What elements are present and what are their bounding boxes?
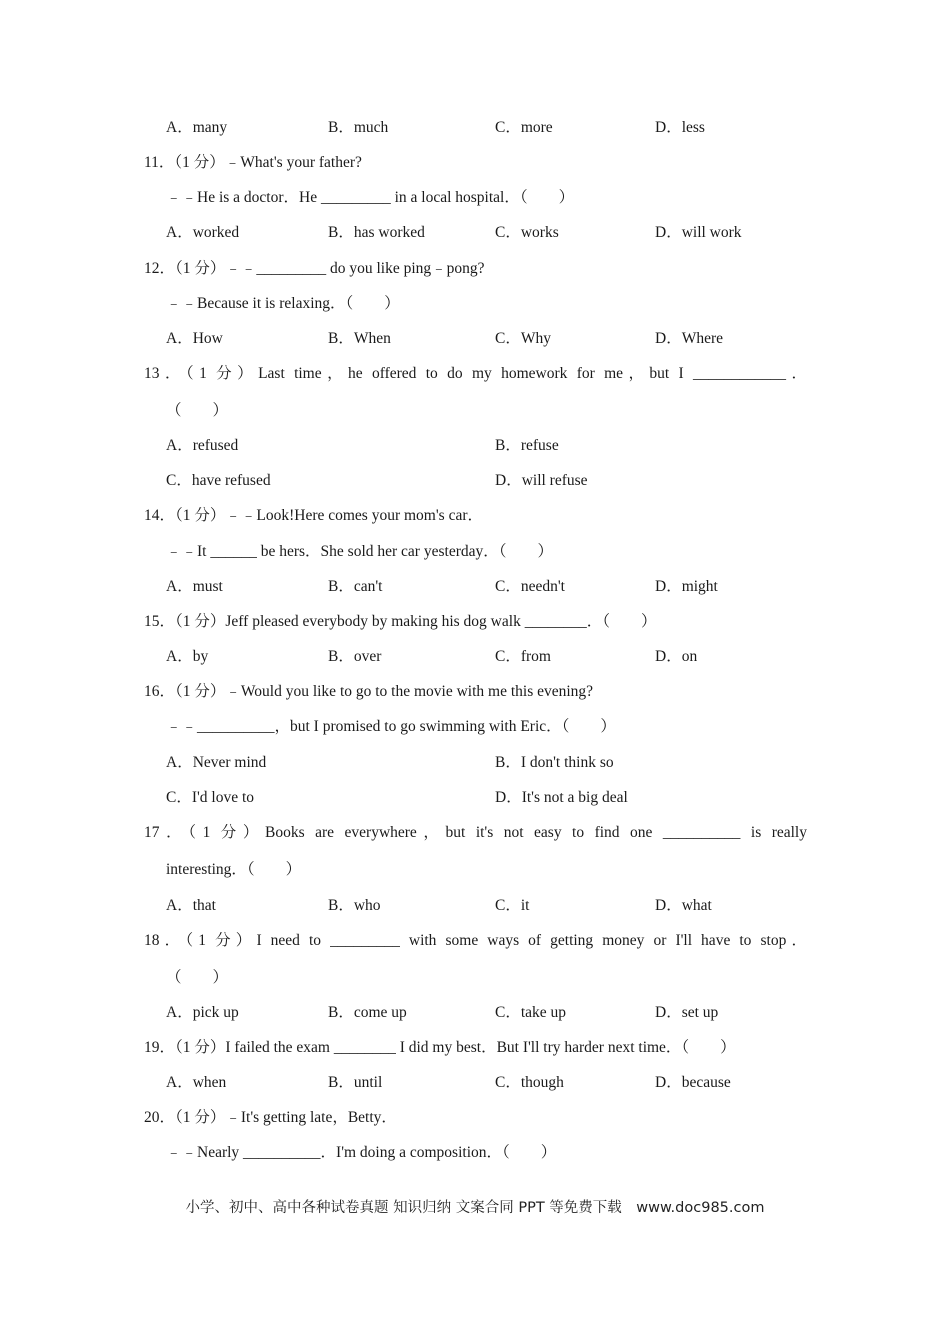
q11-option-c: C．works <box>495 224 559 241</box>
q20-stem: 20．（1 分）﹣It's getting late，Betty． <box>144 1109 397 1126</box>
q11-line2: ﹣﹣He is a doctor．He _________ in a local hospital．（ ） <box>166 189 575 206</box>
q10-option-a: A．many <box>166 119 228 136</box>
q19-option-d: D．because <box>655 1074 731 1091</box>
q18-option-d: D．set up <box>655 1004 719 1021</box>
q15-option-a: A．by <box>166 648 209 665</box>
q12-option-b: B．When <box>328 330 391 347</box>
q18-option-b: B．come up <box>328 1004 407 1021</box>
q19-stem: 19．（1 分）I failed the exam ________ I did my best．But I'll try harder next time．（ ） <box>144 1039 736 1056</box>
q13-option-b: B．refuse <box>495 437 559 454</box>
q17-option-d: D．what <box>655 897 712 914</box>
q14-stem: 14．（1 分）﹣﹣Look!Here comes your mom's car． <box>144 507 483 524</box>
q13-option-a: A．refused <box>166 437 239 454</box>
q16-option-a: A．Never mind <box>166 754 267 771</box>
q10-option-d: D．less <box>655 119 705 136</box>
q15-stem: 15．（1 分）Jeff pleased everybody by making his dog walk ________．（ ） <box>144 613 657 630</box>
q16-option-c: C．I'd love to <box>166 789 255 806</box>
q13-stem: 13．（1 分）Last time，he offered to do my homework for me，but I ____________． <box>144 365 807 382</box>
q11-option-d: D．will work <box>655 224 742 241</box>
q18-line2: （ ） <box>166 969 229 986</box>
q17-option-c: C．it <box>495 897 530 914</box>
q12-line2: ﹣﹣Because it is relaxing．（ ） <box>166 295 400 312</box>
q10-option-b: B．much <box>328 119 389 136</box>
q17-stem: 17．（1 分）Books are everywhere，but it's not easy to find one __________ is really <box>144 824 807 841</box>
q17-line2: interesting．（ ） <box>166 861 302 878</box>
q18-option-a: A．pick up <box>166 1004 239 1021</box>
q18-option-c: C．take up <box>495 1004 567 1021</box>
q19-option-a: A．when <box>166 1074 227 1091</box>
q15-option-c: C．from <box>495 648 551 665</box>
q16-option-b: B．I don't think so <box>495 754 614 771</box>
q14-line2: ﹣﹣It ______ be hers．She sold her car yesterday．（ ） <box>166 543 553 560</box>
q16-option-d: D．It's not a big deal <box>495 789 628 806</box>
q14-option-a: A．must <box>166 578 223 595</box>
q12-option-a: A．How <box>166 330 223 347</box>
q20-line2: ﹣﹣Nearly __________．I'm doing a composition．（ ） <box>166 1144 557 1161</box>
q11-option-a: A．worked <box>166 224 240 241</box>
q13-line2: （ ） <box>166 402 229 419</box>
q12-option-c: C．Why <box>495 330 551 347</box>
q17-option-b: B．who <box>328 897 381 914</box>
q14-option-d: D．might <box>655 578 718 595</box>
q15-option-d: D．on <box>655 648 698 665</box>
q12-option-d: D．Where <box>655 330 723 347</box>
q11-stem: 11．（1 分）﹣What's your father? <box>144 154 362 171</box>
q13-option-d: D．will refuse <box>495 472 588 489</box>
q10-option-c: C．more <box>495 119 553 136</box>
q19-option-b: B．until <box>328 1074 383 1091</box>
q13-option-c: C．have refused <box>166 472 271 489</box>
q14-option-c: C．needn't <box>495 578 565 595</box>
q18-stem: 18．（1 分）I need to _________ with some ways of getting money or I'll have to stop． <box>144 932 807 949</box>
q11-option-b: B．has worked <box>328 224 425 241</box>
q16-stem: 16．（1 分）﹣Would you like to go to the movie with me this evening? <box>144 683 594 700</box>
page-footer: 小学、初中、高中各种试卷真题 知识归纳 文案合同 PPT 等免费下载 www.doc985.com <box>185 1200 765 1216</box>
q15-option-b: B．over <box>328 648 382 665</box>
q14-option-b: B．can't <box>328 578 383 595</box>
q16-line2: ﹣﹣__________，but I promised to go swimming with Eric．（ ） <box>166 718 616 735</box>
q17-option-a: A．that <box>166 897 216 914</box>
q12-stem: 12．（1 分）﹣﹣_________ do you like ping﹣pong? <box>144 260 485 277</box>
q19-option-c: C．though <box>495 1074 564 1091</box>
